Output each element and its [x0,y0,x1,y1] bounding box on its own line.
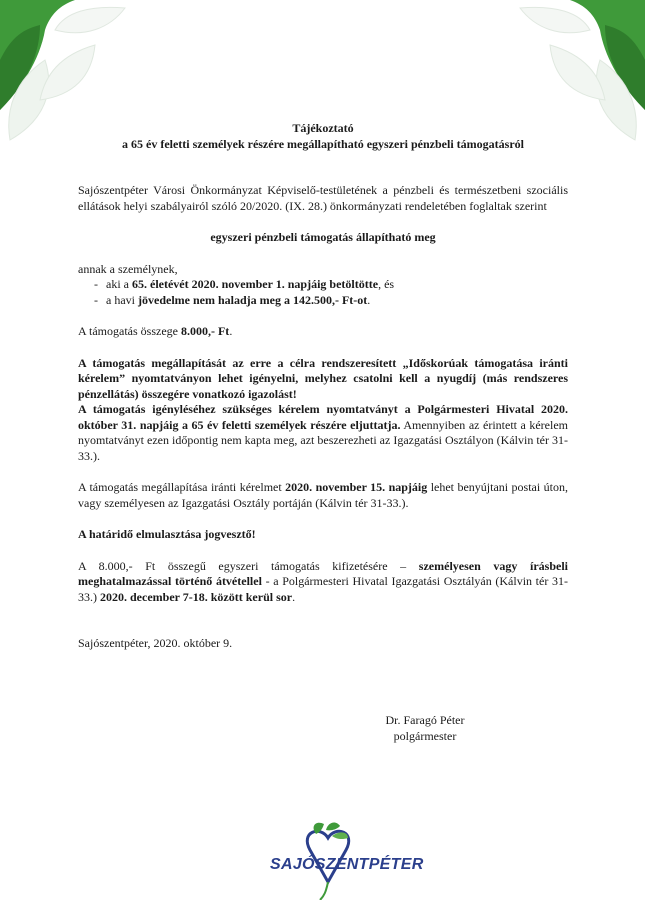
conditions-lead: annak a személynek, [78,261,178,276]
warning-text: A határidő elmulasztása jogvesztő! [78,527,256,541]
town-logo [270,820,424,900]
payment-text-mid: - a Polgármesteri Hivatal Igazgatási Osztályán (Kálvin tér 31-33.) [78,574,568,604]
signatory-name: Dr. Faragó Péter [385,713,465,727]
deadline-paragraph [78,480,568,511]
condition-text-end: , és [378,277,395,291]
document-title: Tájékoztató [292,121,354,135]
application-paragraph [78,356,568,465]
amount-value: 8.000,- Ft [180,324,230,338]
condition-text: a havi [106,292,138,307]
list-item [78,277,568,293]
amount-paragraph [78,324,568,340]
payment-paragraph [78,559,568,606]
list-item [78,293,568,309]
signatory-role: polgármester [393,729,457,743]
application-bold-text-2: A támogatás igényléséhez szükséges kérelem nyomtatványt a Polgármesteri Hivatal 2020. október 31. napjáig a 65 év feletti személyek részére eljuttatja. [78,402,568,432]
application-text: Amennyiben az érintett a kérelem nyomtatványt ezen időpontig nem kapta meg, azt beszerezheti az Igazgatási Osztályon (Kálvin tér 31-33.). [78,417,568,463]
condition-text-end: . [367,292,371,307]
deadline-text-end: lehet benyújtani postai úton, vagy személyesen az Igazgatási Osztály portáján (Kálvin tér 31-33.). [78,480,568,510]
amount-text: A támogatás összege [78,324,181,338]
payment-date: 2020. december 7-18. között kerül sor [100,589,293,604]
amount-text-end: . [229,324,233,338]
condition-text: aki a [106,277,132,291]
condition-bold-text: 65. életévét 2020. november 1. napjáig betöltötte [132,277,379,291]
deadline-text: A támogatás megállapítása iránti kérelmet [78,480,286,494]
signature-block [345,712,505,744]
decision-heading: egyszeri pénzbeli támogatás állapítható meg [210,230,436,244]
document-subtitle: a 65 év feletti személyek részére megállapítható egyszeri pénzbeli támogatásról [122,136,524,151]
document-body [78,121,568,652]
place-date: Sajószentpéter, 2020. október 9. [78,636,233,650]
payment-bold-text: személyesen vagy írásbeli meghatalmazással történő átvétellel [78,558,568,588]
condition-bold-text: jövedelme nem haladja meg a 142.500,- Ft-ot [138,292,368,307]
logo-wordmark: SAJÓSZENTPÉTER [270,856,424,873]
payment-text: A 8.000,- Ft összegű egyszeri támogatás kifizetésére – [78,558,419,573]
intro-paragraph: Sajószentpéter Városi Önkormányzat Képviselő-testületének a pénzbeli és természetbeni szociális ellátások helyi szabályairól szóló 20/2020. (IX. 28.) önkormányzati rendeletében foglaltak szerint [78,183,568,213]
conditions-list [78,277,568,308]
payment-text-end: . [292,589,296,604]
deadline-date: 2020. november 15. napjáig [285,480,428,494]
application-bold-text: A támogatás megállapítását az erre a célra rendszeresített „Időskorúak támogatása iránti kérelem” nyomtatványon lehet igényelni, melyhez csatolni kell a nyugdíj (más rendszeres pénzellátás) összegére vonatkozó igazolást! [78,355,568,401]
